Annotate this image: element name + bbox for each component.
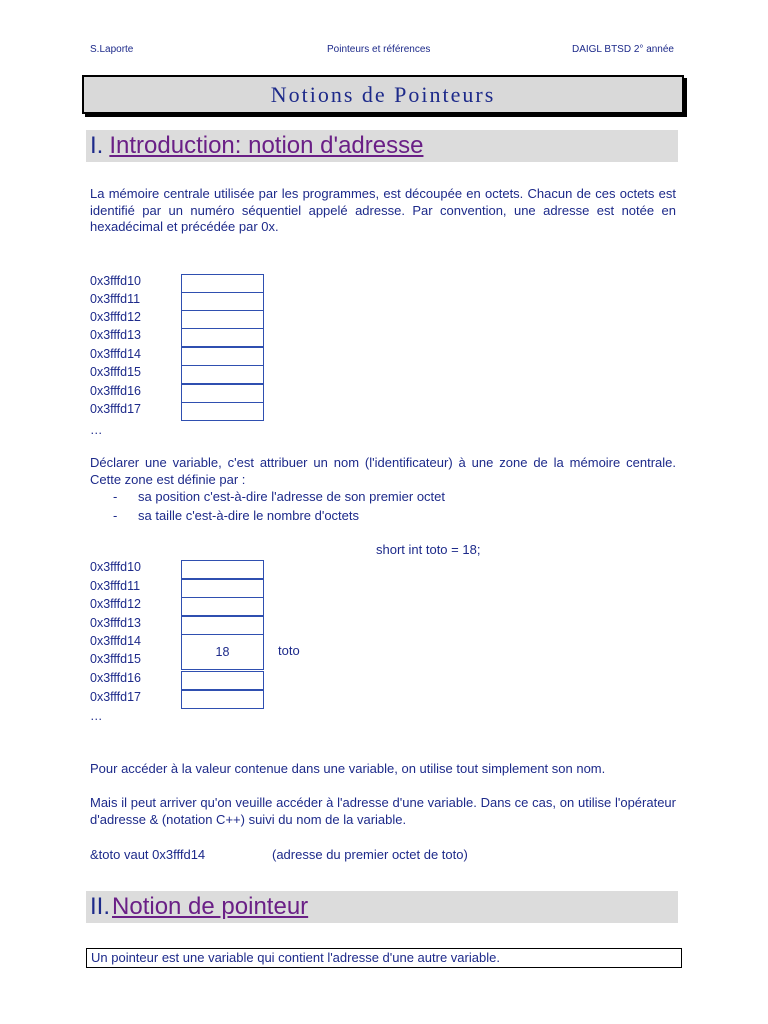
- address-label: 0x3fffd11: [90, 292, 141, 306]
- access-paragraph-2: Mais il peut arriver qu'on veuille accéder à l'adresse d'une variable. Dans ce cas, on utilise l'opérateur d'adresse & (notation C++) suivi du nom de la variable.: [90, 795, 676, 827]
- memory-cell: [181, 616, 264, 635]
- memory-cell: [181, 402, 264, 421]
- address-label: 0x3fffd16: [90, 384, 141, 398]
- memory-cell: [181, 560, 264, 579]
- bullet-marker: -: [113, 489, 118, 504]
- memory-cell: [181, 310, 264, 329]
- address-label: 0x3fffd17: [90, 690, 141, 704]
- ellipsis: …: [90, 709, 103, 723]
- section-1-number: I.: [90, 132, 104, 159]
- address-expression: &toto vaut 0x3fffd14: [90, 847, 206, 862]
- bullet-item: sa taille c'est-à-dire le nombre d'octets: [138, 508, 360, 523]
- bullet-item: sa position c'est-à-dire l'adresse de son premier octet: [138, 489, 445, 504]
- access-paragraph-1: Pour accéder à la valeur contenue dans une variable, on utilise tout simplement son nom.: [90, 761, 606, 776]
- intro-paragraph: La mémoire centrale utilisée par les programmes, est découpée en octets. Chacun de ces octets est identifié par un numéro séquentiel appelé adresse. Par convention, une adresse est notée en hexadécimal et précédée par 0x.: [90, 186, 676, 234]
- address-label: 0x3fffd15: [90, 652, 141, 666]
- bullet-marker: -: [113, 508, 118, 523]
- address-label: 0x3fffd10: [90, 560, 141, 574]
- code-line: short int toto = 18;: [376, 542, 481, 557]
- address-label: 0x3fffd14: [90, 634, 141, 648]
- section-2-heading: [86, 891, 678, 923]
- memory-cell: [181, 579, 264, 598]
- memory-cell: [181, 347, 264, 366]
- header-course: DAIGL BTSD 2° année: [571, 44, 674, 55]
- memory-cell-toto: [181, 634, 264, 670]
- address-label: 0x3fffd16: [90, 671, 141, 685]
- address-note: (adresse du premier octet de toto): [272, 847, 468, 862]
- memory-cell: [181, 690, 264, 709]
- section-2-number: II.: [90, 893, 111, 920]
- header-topic: Pointeurs et références: [327, 44, 431, 55]
- memory-cell: [181, 365, 264, 384]
- section-1-heading: [86, 130, 678, 162]
- address-label: 0x3fffd11: [90, 579, 141, 593]
- address-label: 0x3fffd13: [90, 616, 141, 630]
- memory-cell: [181, 274, 264, 293]
- section-2-title[interactable]: Notion de pointeur: [112, 893, 309, 920]
- page-title: Notions de Pointeurs: [82, 75, 684, 114]
- memory-cell: [181, 671, 264, 690]
- header-author: S.Laporte: [90, 44, 134, 55]
- address-label: 0x3fffd13: [90, 328, 141, 342]
- memory-cell: [181, 328, 264, 347]
- pointer-definition-box: Un pointeur est une variable qui contient l'adresse d'une autre variable.: [86, 948, 682, 968]
- section-1-title[interactable]: Introduction: notion d'adresse: [109, 132, 424, 159]
- memory-cell: [181, 597, 264, 616]
- memory-cell: [181, 384, 264, 403]
- address-label: 0x3fffd12: [90, 310, 141, 324]
- ellipsis: …: [90, 423, 103, 437]
- variable-name: toto: [278, 643, 300, 658]
- declare-paragraph: Déclarer une variable, c'est attribuer un nom (l'identificateur) à une zone de la mémoire centrale. Cette zone est définie par :: [90, 455, 676, 487]
- address-label: 0x3fffd12: [90, 597, 141, 611]
- address-label: 0x3fffd15: [90, 365, 141, 379]
- cell-value: 18: [215, 645, 230, 659]
- memory-cell: [181, 292, 264, 311]
- address-label: 0x3fffd14: [90, 347, 141, 361]
- address-label: 0x3fffd17: [90, 402, 141, 416]
- address-label: 0x3fffd10: [90, 274, 141, 288]
